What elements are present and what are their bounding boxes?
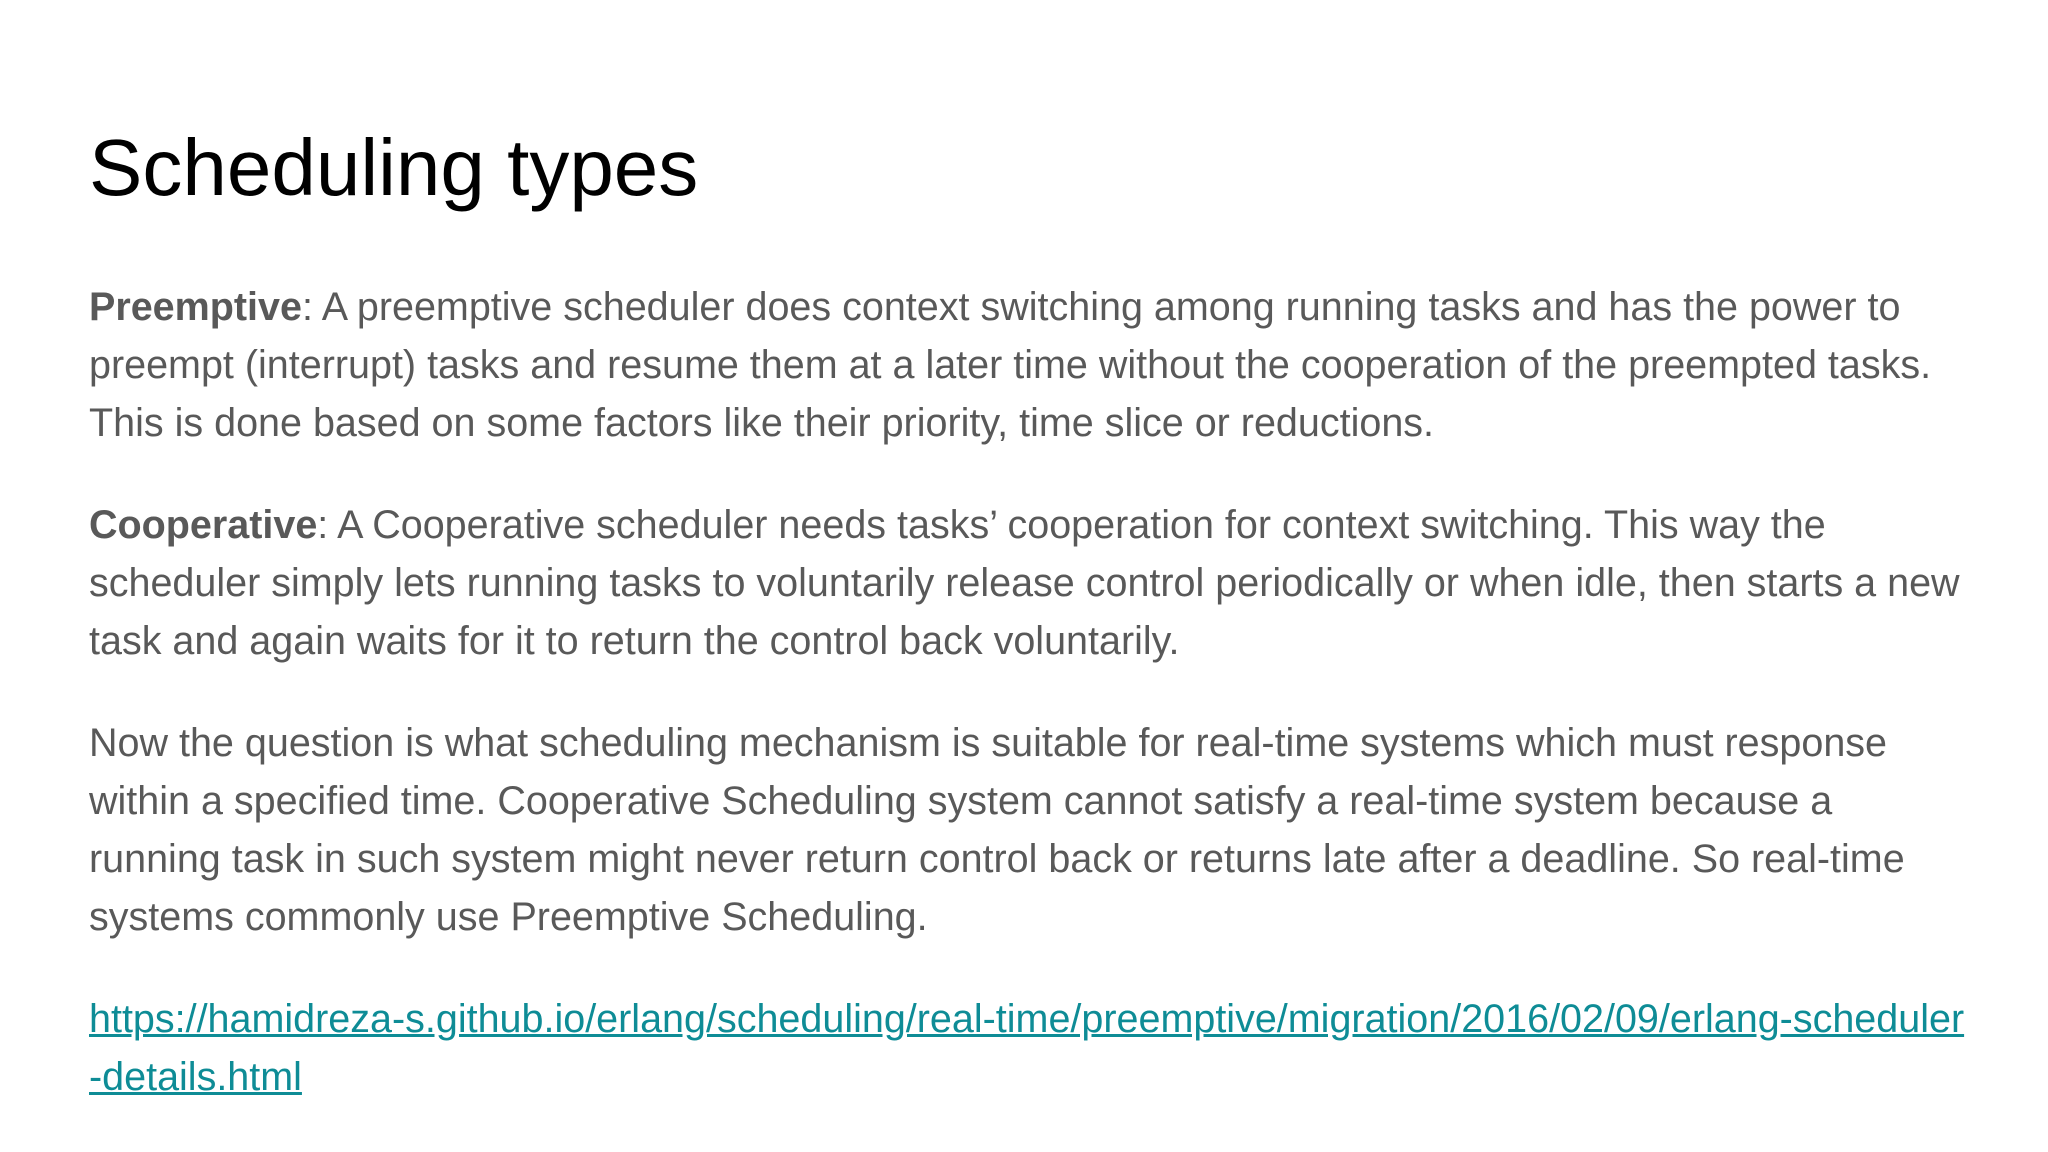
preemptive-term: Preemptive [89, 285, 302, 329]
preemptive-paragraph [89, 278, 1969, 452]
reference-paragraph [89, 990, 1969, 1106]
cooperative-description: : A Cooperative scheduler needs tasks’ cooperation for context switching. This way the scheduler simply lets running tasks to voluntarily release control periodically or when idle, then starts a new task and again waits for it to return the control back voluntarily. [89, 503, 1960, 663]
cooperative-paragraph [89, 496, 1969, 670]
reference-link[interactable]: https://hamidreza-s.github.io/erlang/scheduling/real-time/preemptive/migration/2016/02/09/erlang-scheduler-details.html [89, 997, 1965, 1099]
cooperative-term: Cooperative [89, 503, 318, 547]
preemptive-description: : A preemptive scheduler does context switching among running tasks and has the power to preempt (interrupt) tasks and resume them at a later time without the cooperation of the preempted tasks. This is done based on some factors like their priority, time slice or reductions. [89, 285, 1932, 445]
slide-body [89, 278, 1969, 1106]
question-paragraph: Now the question is what scheduling mechanism is suitable for real-time systems which must response within a specified time. Cooperative Scheduling system cannot satisfy a real-time system because a running task in such system might never return control back or returns late after a deadline. So real-time systems commonly use Preemptive Scheduling. [89, 721, 1905, 939]
slide-title: Scheduling types [89, 123, 699, 212]
